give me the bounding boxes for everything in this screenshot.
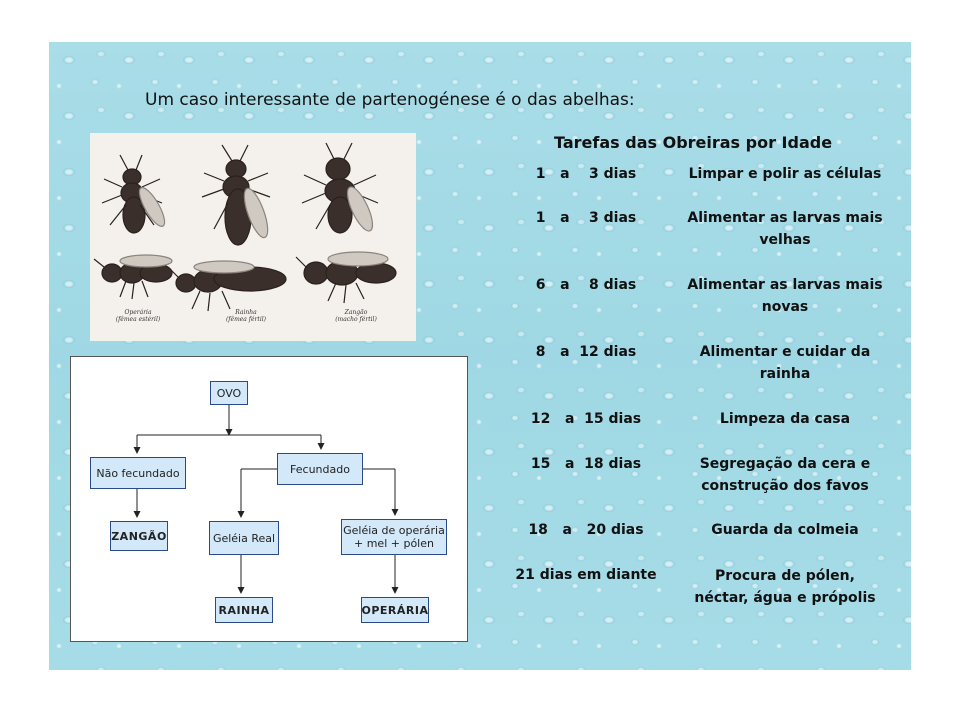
task-description: Alimentar as larvas mais velhas bbox=[687, 210, 883, 248]
worker-bee-side-view bbox=[94, 255, 172, 299]
development-flowchart bbox=[70, 356, 468, 642]
box-geleia-operaria bbox=[341, 519, 447, 555]
task-description: Guarda da colmeia bbox=[711, 522, 859, 538]
task-description: Alimentar as larvas mais novas bbox=[687, 277, 883, 315]
task-age: 12 a 15 dias bbox=[530, 411, 642, 427]
task-age: 15 a 18 dias bbox=[530, 456, 642, 472]
box-ovo: OVO bbox=[210, 381, 248, 405]
worker-bee-top-view bbox=[102, 155, 169, 233]
task-description: Alimentar e cuidar da rainha bbox=[699, 344, 871, 382]
task-age: 1 a 3 dias bbox=[535, 210, 637, 226]
drone-bee-side-view bbox=[296, 252, 396, 303]
geleia-operaria-line2: + mel + pólen bbox=[354, 537, 434, 550]
drone-label: Zangão (macho fértil) bbox=[335, 309, 377, 323]
queen-bee-top-view bbox=[202, 145, 272, 245]
worker-label: Operária (fêmea estéril) bbox=[115, 309, 161, 323]
task-description: Limpeza da casa bbox=[719, 411, 851, 427]
task-age: 6 a 8 dias bbox=[535, 277, 637, 293]
box-fecundado: Fecundado bbox=[277, 453, 363, 485]
slide-heading: Um caso interessante de partenogénese é o das abelhas: bbox=[145, 90, 635, 110]
task-age: 8 a 12 dias bbox=[535, 344, 637, 360]
box-operaria: OPERÁRIA bbox=[361, 597, 429, 623]
tasks-title: Tarefas das Obreiras por Idade bbox=[554, 133, 833, 152]
drone-bee-top-view bbox=[302, 143, 378, 234]
task-age: 18 a 20 dias bbox=[528, 522, 644, 538]
queen-bee-side-view bbox=[168, 261, 286, 311]
slide bbox=[49, 42, 911, 670]
bee-illustration bbox=[90, 133, 416, 341]
box-rainha: RAINHA bbox=[215, 597, 273, 623]
task-description: Segregação da cera e construção dos favos bbox=[699, 456, 871, 494]
queen-label: Rainha (fêmea fértil) bbox=[225, 309, 267, 323]
task-description: Procura de pólen, néctar, água e própolis bbox=[694, 568, 876, 606]
box-nao-fecundado: Não fecundado bbox=[90, 457, 186, 489]
box-zangao: ZANGÃO bbox=[110, 521, 168, 551]
task-description: Limpar e polir as células bbox=[688, 166, 882, 182]
box-geleia-real: Geléia Real bbox=[209, 521, 279, 555]
task-age: 21 dias em diante bbox=[515, 567, 657, 583]
task-age: 1 a 3 dias bbox=[535, 166, 637, 182]
geleia-operaria-line1: Geléia de operária bbox=[343, 524, 445, 537]
